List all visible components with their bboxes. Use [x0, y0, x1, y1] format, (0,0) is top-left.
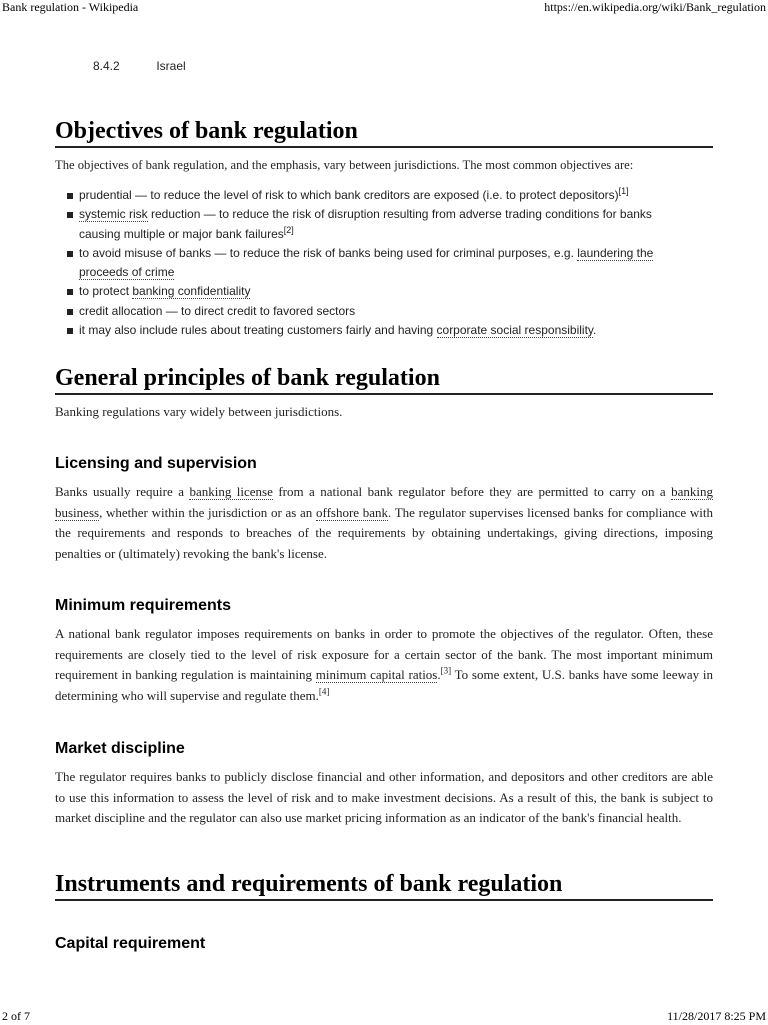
text: Banks usually require a [55, 484, 190, 499]
page-title: Bank regulation - Wikipedia [2, 0, 139, 14]
link-csr[interactable]: corporate social responsibility [436, 323, 594, 338]
print-footer [0, 1009, 768, 1025]
citation-link[interactable]: [4] [318, 686, 330, 697]
list-item [55, 205, 695, 244]
citation-link[interactable]: [3] [440, 665, 452, 676]
page-number: 2 of 7 [2, 1009, 30, 1023]
link-laundering[interactable]: laundering the proceeds of crime [79, 245, 654, 280]
text: A national bank regulator imposes requirements on banks in order to promote the objectives of the regulator. Often, these requirements are closely tied to the level of risk exposure for a certain sector of the bank. The most important minimum requirement in banking regulation is maintaining [55, 626, 713, 682]
heading-instruments: Instruments and requirements of bank regulation [55, 870, 713, 901]
item-text: it may also include rules about treating customers fairly and having [79, 323, 437, 338]
item-text: . [593, 323, 597, 338]
minimum-paragraph: A national bank regulator imposes requirements on banks in order to promote the objectives of the regulator. Often, these requirements are closely tied to the level of risk exposure for a certain sector of the bank. The most important minimum requirement in banking regulation is maintaining minimum capital ratios.[3] To some extent, U.S. banks have some leeway in determining who will supervise and regulate them.[4] [55, 626, 713, 703]
text: from a national bank regulator before they are permitted to carry on a [272, 484, 672, 499]
link-banking-confidentiality[interactable]: banking confidentiality [132, 284, 251, 299]
objectives-intro: The objectives of bank regulation, and the emphasis, vary between jurisdictions. The most common objectives are: [55, 158, 634, 172]
item-text: prudential — to reduce the level of risk to which bank creditors are exposed (i.e. to protect depositors) [79, 188, 619, 202]
licensing-paragraph [55, 482, 713, 564]
market-paragraph: The regulator requires banks to publicly disclose financial and other information, and depositors and other creditors are able to use this information to assess the level of risk and to make investment decisions. As a result of this, the bank is subject to market discipline and the regulator can also use market pricing information as an indicator of the bank's financial health. [55, 769, 713, 825]
item-text: credit allocation — to direct credit to favored sectors [79, 303, 356, 318]
link-offshore-bank[interactable]: offshore bank [315, 504, 389, 520]
citation-link[interactable]: [1] [618, 186, 629, 196]
link-banking-license[interactable]: banking license [189, 484, 273, 499]
heading-capital: Capital requirement [55, 935, 206, 952]
list-item [55, 302, 695, 321]
text: . The regulator supervises licensed banks for compliance with the requirements and responds to breaches of the requirements by obtaining undertakings, giving directions, imposing penalties or (ultimately) revoking the bank's license. [55, 504, 713, 561]
list-item [55, 244, 695, 283]
principles-intro: Banking regulations vary widely between jurisdictions. [55, 404, 343, 419]
item-text: to protect [79, 284, 133, 299]
item-text: reduction — to reduce the risk of disruption resulting from adverse trading conditions for banks causing multiple or major bank failures [79, 207, 652, 241]
list-item [55, 186, 695, 205]
toc-entry-israel[interactable] [93, 59, 186, 73]
heading-licensing: Licensing and supervision [55, 455, 257, 472]
text: , whether within the jurisdiction or as an [99, 504, 316, 520]
toc-label: Israel [156, 59, 186, 73]
print-header [0, 0, 768, 16]
heading-objectives: Objectives of bank regulation [55, 117, 713, 148]
heading-minimum: Minimum requirements [55, 597, 232, 614]
list-item [55, 282, 695, 301]
print-datetime: 11/28/2017 8:25 PM [667, 1009, 766, 1023]
link-systemic-risk[interactable]: systemic risk [79, 207, 148, 222]
item-text: to avoid misuse of banks — to reduce the risk of banks being used for criminal purposes, e.g. [79, 245, 578, 260]
text: To some extent, U.S. banks have some leeway in determining who will supervise and regulate them. [55, 667, 713, 703]
heading-principles: General principles of bank regulation [55, 364, 713, 395]
list-item [55, 321, 695, 340]
link-banking-business[interactable]: banking business [55, 484, 714, 520]
toc-number: 8.4.2 [93, 59, 120, 73]
citation-link[interactable]: [2] [283, 224, 294, 235]
page-url: https://en.wikipedia.org/wiki/Bank_regulation [544, 0, 766, 14]
heading-market: Market discipline [55, 740, 185, 757]
link-minimum-capital-ratios[interactable]: minimum capital ratios [315, 667, 438, 682]
objectives-list [55, 186, 695, 340]
